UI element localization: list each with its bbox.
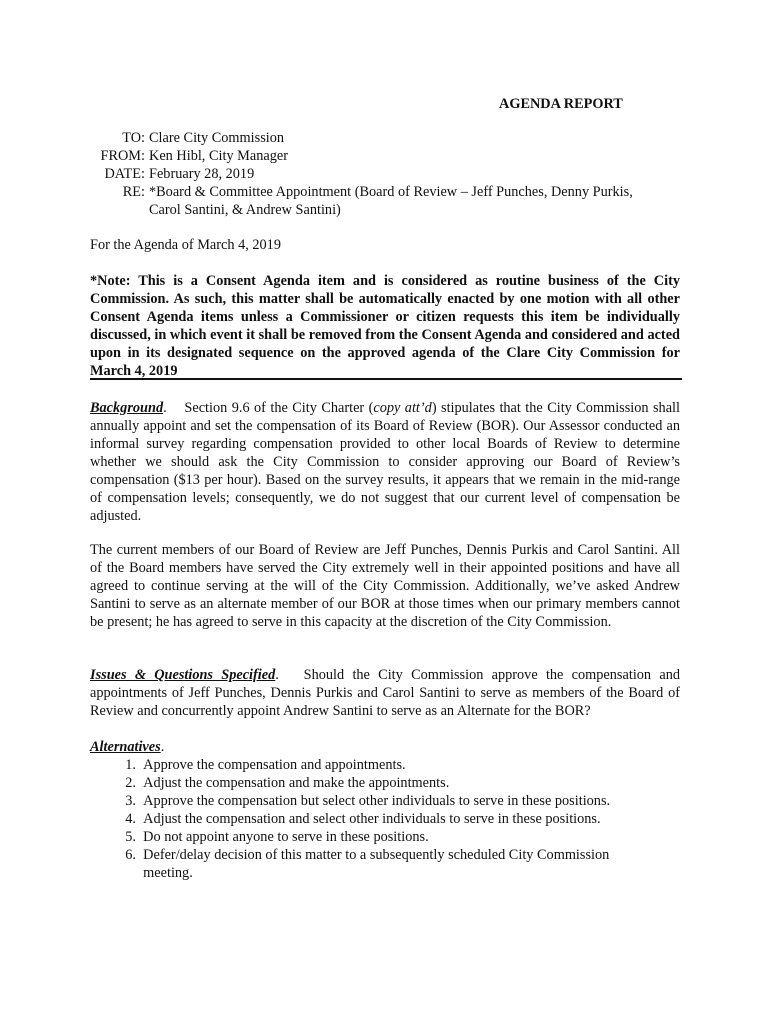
- alternatives-heading: Alternatives: [90, 739, 161, 755]
- members-paragraph: The current members of our Board of Review are Jeff Punches, Dennis Purkis and Carol Santini. All of the Board members have served the City extremely well in their appointed positions and have all agreed to continue serving at the will of the City Commission. Additionally, we’ve asked Andrew Santini to serve as an alternate member of our BOR at those times when our primary members cannot be present; he has agreed to serve in this capacity at the discretion of the City Commission.: [90, 542, 680, 630]
- memo-from-label: FROM:: [100, 148, 145, 164]
- list-item: [90, 756, 680, 774]
- issues-text: Should the City Commission approve the compensation and appointments of Jeff Punches, Dennis Purkis and Carol Santini to serve as members of the Board of Review and concurrently appoint Andrew Santini to serve as an Alternate for the BOR?: [90, 667, 680, 719]
- list-item: [90, 846, 680, 882]
- alternatives-section: [90, 738, 680, 882]
- list-item-text: Defer/delay decision of this matter to a subsequently scheduled City Commission meeting.: [143, 847, 610, 881]
- list-item-number: 6.: [125, 847, 136, 863]
- memo-to-row: [90, 129, 690, 147]
- list-item-text: Approve the compensation and appointments.: [143, 757, 406, 773]
- list-item-text: Adjust the compensation and select other individuals to serve in these positions.: [143, 811, 601, 827]
- list-item-number: 1.: [125, 757, 136, 773]
- alternatives-list: [90, 756, 680, 882]
- list-item: [90, 774, 680, 792]
- agenda-date-line: For the Agenda of March 4, 2019: [90, 237, 281, 253]
- list-item-number: 3.: [125, 793, 136, 809]
- background-paragraph: [90, 399, 680, 525]
- list-item-text: Adjust the compensation and make the appointments.: [143, 775, 450, 791]
- memo-re-label: RE:: [122, 184, 145, 200]
- list-item-number: 5.: [125, 829, 136, 845]
- background-citation: copy att’d: [373, 400, 432, 416]
- list-item: [90, 828, 680, 846]
- memo-from-row: [90, 147, 690, 165]
- list-item-text: Approve the compensation but select other individuals to serve in these positions.: [143, 793, 611, 809]
- memo-to-value: Clare City Commission: [149, 130, 285, 146]
- memo-re-row: [90, 183, 690, 201]
- background-text-before: Section 9.6 of the City Charter (: [184, 400, 374, 416]
- list-item-text: Do not appoint anyone to serve in these positions.: [143, 829, 429, 845]
- memo-re-continuation: Carol Santini, & Andrew Santini): [149, 202, 341, 218]
- memo-date-value: February 28, 2019: [149, 166, 255, 182]
- memo-date-row: [90, 165, 690, 183]
- issues-heading: Issues & Questions Specified: [90, 667, 276, 683]
- report-title: AGENDA REPORT: [499, 96, 623, 112]
- section-divider: [90, 378, 682, 380]
- background-text-after: ) stipulates that the City Commission shall annually appoint and set the compensation of its Board of Review (BOR). Our Assessor conducted an informal survey regarding compensation provided to other local Boards of Review to determine whether we should ask the City Commission to consider approving our Board of Review’s compensation ($13 per hour). Based on the survey results, it appears that we remain in the mid-range of compensation levels; consequently, we do not suggest that our current level of compensation be adjusted.: [90, 400, 680, 524]
- consent-agenda-note: *Note: This is a Consent Agenda item and is considered as routine business of the City Commission. As such, this matter shall be automatically enacted by one motion with all other Consent Agenda items unless a Commissioner or citizen requests this item be individually discussed, in which event it shall be removed from the Consent Agenda and considered and acted upon in its designated sequence on the approved agenda of the Clare City Commission for March 4, 2019: [90, 273, 680, 379]
- list-item: [90, 810, 680, 828]
- memo-from-value: Ken Hibl, City Manager: [149, 148, 288, 164]
- memo-to-label: TO:: [122, 130, 145, 146]
- alternatives-heading-line: [90, 738, 680, 756]
- issues-paragraph: [90, 666, 680, 720]
- background-heading-punct: .: [163, 400, 167, 416]
- list-item-number: 2.: [125, 775, 136, 791]
- background-heading: Background: [90, 400, 164, 416]
- memo-re-value: *Board & Committee Appointment (Board of Review – Jeff Punches, Denny Purkis,: [149, 184, 633, 200]
- memo-header: [90, 129, 690, 219]
- memo-date-label: DATE:: [104, 166, 145, 182]
- list-item-number: 4.: [125, 811, 136, 827]
- list-item: [90, 792, 680, 810]
- alternatives-heading-punct: .: [160, 739, 165, 755]
- issues-heading-punct: .: [275, 667, 279, 683]
